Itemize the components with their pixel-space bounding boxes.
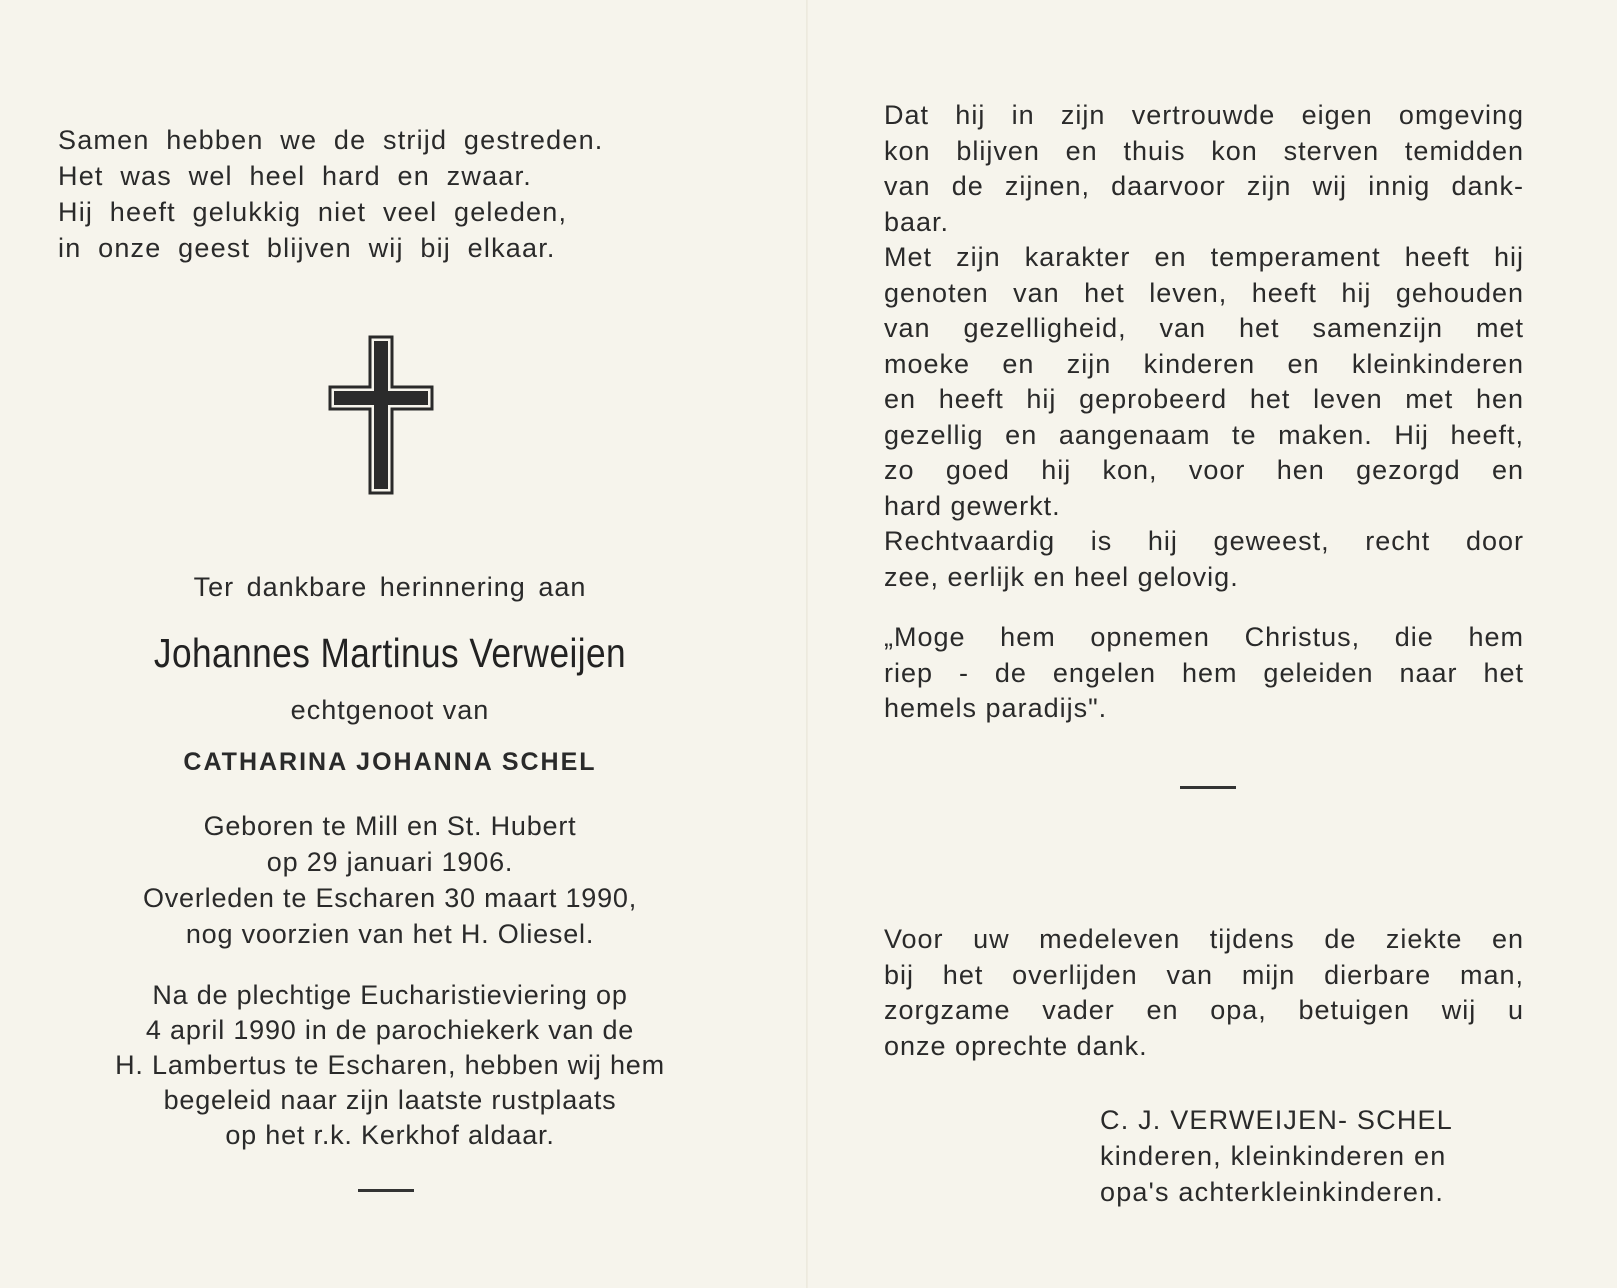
thanks-line: zorgzame vader en opa, betuigen wij u <box>884 995 1524 1025</box>
signature-line: opa's achterkleinkinderen. <box>1100 1177 1445 1207</box>
deceased-name: Johannes Martinus Verweijen <box>153 630 627 676</box>
cross-icon <box>328 335 434 495</box>
tribute-line: kon blijven en thuis kon sterven temidden <box>884 135 1524 166</box>
ceremony-line: op het r.k. Kerkhof aldaar. <box>225 1120 555 1150</box>
poem-line: Hij heeft gelukkig niet veel geleden, <box>58 197 568 227</box>
dates-line: Geboren te Mill en St. Hubert <box>203 811 577 841</box>
quote-line: hemels paradijs". <box>884 693 1108 723</box>
signature-line: C. J. VERWEIJEN- SCHEL <box>1100 1105 1453 1135</box>
life-dates <box>40 808 740 952</box>
divider <box>358 1189 414 1192</box>
ceremony-line: Na de plechtige Eucharistieviering op <box>152 980 628 1010</box>
tribute-line: van gezelligheid, van het samenzijn met <box>884 313 1524 343</box>
signature-line: kinderen, kleinkinderen en <box>1100 1141 1447 1171</box>
thanks-line: bij het overlijden van mijn dierbare man, <box>884 959 1524 990</box>
tribute-line: moeke en zijn kinderen en kleinkinderen <box>884 348 1524 379</box>
tribute-line: Rechtvaardig is hij geweest, recht door <box>884 526 1524 556</box>
tribute-line: genoten van het leven, heeft hij gehouden <box>884 277 1524 308</box>
dates-line: Overleden te Escharen 30 maart 1990, <box>142 883 638 913</box>
dates-line: nog voorzien van het H. Oliesel. <box>185 919 595 949</box>
tribute-line: hard gewerkt. <box>884 490 1061 521</box>
intro-text: Ter dankbare herinnering aan <box>193 572 587 602</box>
tribute-line: gezellig en aangenaam te maken. Hij heeft, <box>884 419 1524 450</box>
left-page <box>0 0 806 1288</box>
quote-line: riep - de engelen hem geleiden naar het <box>884 657 1524 688</box>
tribute-line: Dat hij in zijn vertrouwde eigen omgeving <box>884 100 1524 130</box>
ceremony-line: H. Lambertus te Escharen, hebben wij hem <box>115 1050 665 1080</box>
right-page <box>808 0 1617 1288</box>
ceremony-text <box>40 978 740 1153</box>
dates-line: op 29 januari 1906. <box>266 847 514 877</box>
spouse-label: echtgenoot van <box>290 695 490 725</box>
poem-line: Het was wel heel hard en zwaar. <box>58 161 532 191</box>
tribute-line: zo goed hij kon, voor hen gezorgd en <box>884 455 1524 485</box>
ceremony-line: begeleid naar zijn laatste rustplaats <box>163 1085 617 1115</box>
tribute-line: en heeft hij geprobeerd het leven met hen <box>884 384 1524 414</box>
signature <box>1100 1102 1520 1210</box>
tribute-line: van de zijnen, daarvoor zijn wij innig dank- <box>884 171 1524 201</box>
thanks-paragraph <box>884 922 1524 1064</box>
poem-line: in onze geest blijven wij bij elkaar. <box>58 233 556 263</box>
thanks-line: Voor uw medeleven tijdens de ziekte en <box>884 924 1524 954</box>
divider <box>1180 786 1236 789</box>
poem-line: Samen hebben we de strijd gestreden. <box>58 125 604 155</box>
tribute-line: Met zijn karakter en temperament heeft hij <box>884 242 1524 272</box>
tribute-line: zee, eerlijk en heel gelovig. <box>884 561 1239 592</box>
quote <box>884 620 1524 727</box>
spouse-name: CATHARINA JOHANNA SCHEL <box>183 748 597 776</box>
tribute-line: baar. <box>884 206 950 237</box>
poem <box>58 122 658 266</box>
ceremony-line: 4 april 1990 in de parochiekerk van de <box>145 1015 635 1045</box>
tribute-paragraph <box>884 98 1524 595</box>
quote-line: „Moge hem opnemen Christus, die hem <box>884 622 1524 652</box>
thanks-line: onze oprechte dank. <box>884 1030 1148 1061</box>
